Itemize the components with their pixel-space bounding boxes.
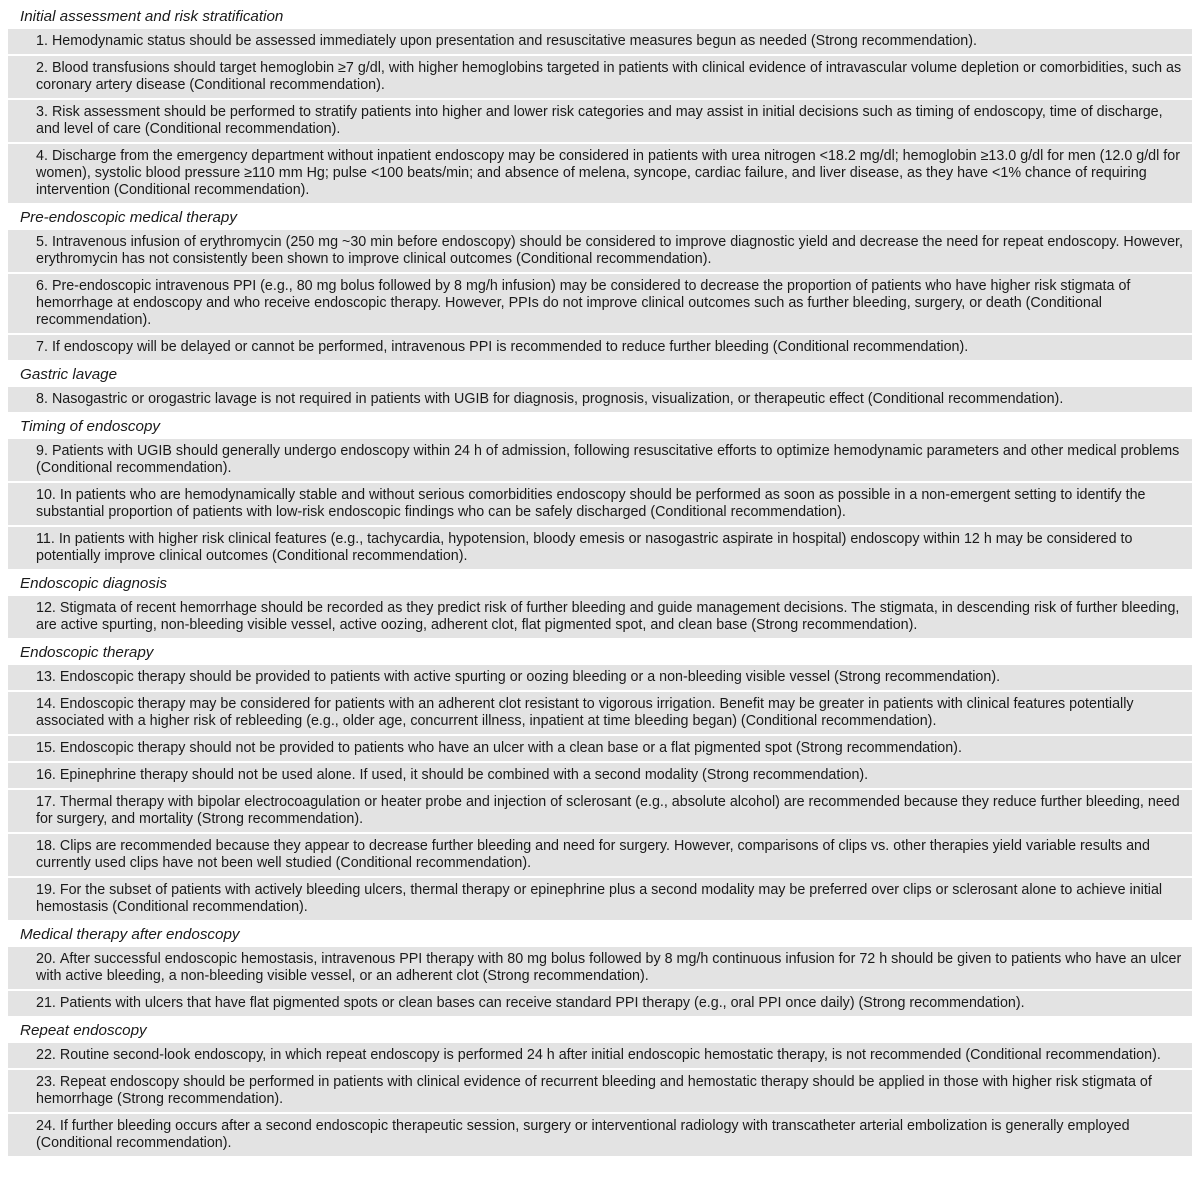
recommendation-text: Repeat endoscopy should be performed in patients with clinical evidence of recurrent bleeding and hemostatic therapy should be applied in those with higher risk stigmata of hemorrhage (Strong recommendation).	[36, 1074, 1152, 1107]
recommendation-number: 14.	[36, 696, 56, 712]
recommendation-row	[8, 56, 1192, 100]
section-rows	[8, 596, 1192, 640]
recommendation-text: In patients with higher risk clinical features (e.g., tachycardia, hypotension, bloody emesis or nasogastric aspirate in hospital) endoscopy within 12 h may be considered to potentially improve clinical outcomes (Conditional recommendation).	[36, 531, 1133, 564]
recommendation-text: Epinephrine therapy should not be used alone. If used, it should be combined with a second modality (Strong recommendation).	[59, 767, 869, 783]
recommendation-row	[8, 947, 1192, 991]
section-header: Initial assessment and risk stratification	[8, 4, 1192, 29]
recommendation-text: Nasogastric or orogastric lavage is not required in patients with UGIB for diagnosis, prognosis, visualization, or therapeutic effect (Conditional recommendation).	[51, 391, 1064, 407]
section-header: Pre-endoscopic medical therapy	[8, 205, 1192, 230]
recommendation-row	[8, 665, 1192, 692]
recommendation-number: 19.	[36, 882, 56, 898]
recommendation-text: Risk assessment should be performed to stratify patients into higher and lower risk categories and may assist in initial decisions such as timing of endoscopy, time of discharge, and level of care (Conditional recommendation).	[36, 104, 1163, 137]
section-header: Timing of endoscopy	[8, 414, 1192, 439]
section-header: Gastric lavage	[8, 362, 1192, 387]
recommendation-row	[8, 834, 1192, 878]
recommendation-row	[8, 483, 1192, 527]
section-rows	[8, 29, 1192, 205]
recommendation-number: 9.	[36, 443, 48, 459]
recommendation-row	[8, 230, 1192, 274]
recommendation-text: Pre-endoscopic intravenous PPI (e.g., 80 mg bolus followed by 8 mg/h infusion) may be considered to decrease the proportion of patients who have higher risk stigmata of hemorrhage at endoscopy and who receive endoscopic therapy. However, PPIs do not improve clinical outcomes such as further bleeding, surgery, or death (Conditional recommendation).	[36, 278, 1131, 328]
recommendation-text: Discharge from the emergency department without inpatient endoscopy may be considered in patients with urea nitrogen <18.2 mg/dl; hemoglobin ≥13.0 g/dl for men (12.0 g/dl for women), systolic blood pressure ≥110 mm Hg; pulse <100 beats/min; and absence of melena, syncope, cardiac failure, and liver disease, as they have <1% chance of requiring intervention (Conditional recommendation).	[36, 148, 1180, 198]
section	[8, 1018, 1192, 1158]
recommendation-text: Patients with UGIB should generally undergo endoscopy within 24 h of admission, following resuscitative efforts to optimize hemodynamic parameters and other medical problems (Conditional recommendation).	[36, 443, 1180, 476]
recommendation-text: Intravenous infusion of erythromycin (250 mg ~30 min before endoscopy) should be considered to improve diagnostic yield and decrease the need for repeat endoscopy. However, erythromycin has not consistently been shown to improve clinical outcomes (Conditional recommendation).	[36, 234, 1183, 267]
recommendation-row	[8, 692, 1192, 736]
recommendation-row	[8, 991, 1192, 1018]
section	[8, 4, 1192, 205]
section-header: Endoscopic diagnosis	[8, 571, 1192, 596]
recommendation-row	[8, 736, 1192, 763]
section-header: Repeat endoscopy	[8, 1018, 1192, 1043]
recommendation-text: If further bleeding occurs after a second endoscopic therapeutic session, surgery or interventional radiology with transcatheter arterial embolization is generally employed (Conditional recommendation).	[36, 1118, 1130, 1151]
recommendation-text: Patients with ulcers that have flat pigmented spots or clean bases can receive standard PPI therapy (e.g., oral PPI once daily) (Strong recommendation).	[59, 995, 1025, 1011]
recommendation-row	[8, 1070, 1192, 1114]
recommendation-number: 18.	[36, 838, 56, 854]
recommendation-row	[8, 763, 1192, 790]
recommendation-number: 12.	[36, 600, 56, 616]
recommendation-text: Endoscopic therapy should not be provided to patients who have an ulcer with a clean base or a flat pigmented spot (Strong recommendation).	[59, 740, 962, 756]
recommendation-number: 3.	[36, 104, 48, 120]
section-rows	[8, 387, 1192, 414]
section	[8, 362, 1192, 414]
recommendation-row	[8, 100, 1192, 144]
recommendation-number: 2.	[36, 60, 48, 76]
section	[8, 205, 1192, 362]
recommendation-number: 22.	[36, 1047, 56, 1063]
recommendation-text: If endoscopy will be delayed or cannot be performed, intravenous PPI is recommended to reduce further bleeding (Conditional recommendation).	[51, 339, 969, 355]
recommendation-row	[8, 596, 1192, 640]
recommendation-number: 20.	[36, 951, 56, 967]
recommendation-number: 13.	[36, 669, 56, 685]
recommendation-row	[8, 144, 1192, 205]
section-rows	[8, 947, 1192, 1018]
recommendation-number: 10.	[36, 487, 56, 503]
recommendation-number: 24.	[36, 1118, 56, 1134]
recommendation-row	[8, 527, 1192, 571]
section	[8, 571, 1192, 640]
recommendations-table	[8, 4, 1192, 1197]
recommendation-number: 1.	[36, 33, 48, 49]
recommendation-row	[8, 878, 1192, 922]
recommendation-number: 16.	[36, 767, 56, 783]
recommendation-row	[8, 439, 1192, 483]
section-rows	[8, 1043, 1192, 1158]
recommendation-number: 6.	[36, 278, 48, 294]
recommendation-number: 21.	[36, 995, 56, 1011]
recommendation-text: For the subset of patients with actively bleeding ulcers, thermal therapy or epinephrine plus a second modality may be preferred over clips or sclerosant alone to achieve initial hemostasis (Conditional recommendation).	[36, 882, 1163, 915]
recommendation-text: After successful endoscopic hemostasis, intravenous PPI therapy with 80 mg bolus followed by 8 mg/h continuous infusion for 72 h should be given to patients who have an ulcer with active bleeding, a non-bleeding visible vessel, or an adherent clot (Strong recommendation).	[36, 951, 1182, 984]
section-rows	[8, 230, 1192, 362]
recommendation-number: 8.	[36, 391, 48, 407]
recommendation-number: 7.	[36, 339, 48, 355]
recommendation-text: Blood transfusions should target hemoglobin ≥7 g/dl, with higher hemoglobins targeted in patients with clinical evidence of intravascular volume depletion or comorbidities, such as coronary artery disease (Conditional recommendation).	[36, 60, 1182, 93]
section-header: Endoscopic therapy	[8, 640, 1192, 665]
recommendation-text: Stigmata of recent hemorrhage should be recorded as they predict risk of further bleeding and guide management decisions. The stigmata, in descending risk of further bleeding, are active spurting, non-bleeding visible vessel, active oozing, adherent clot, flat pigmented spot, and clean base (Strong recommendation).	[36, 600, 1180, 633]
recommendation-row	[8, 335, 1192, 362]
section-rows	[8, 439, 1192, 571]
recommendation-row	[8, 1043, 1192, 1070]
recommendation-text: Thermal therapy with bipolar electrocoagulation or heater probe and injection of sclerosant (e.g., absolute alcohol) are recommended because they reduce further bleeding, need for surgery, and mortality (Strong recommendation).	[36, 794, 1180, 827]
recommendation-row	[8, 1114, 1192, 1158]
section	[8, 922, 1192, 1018]
recommendation-number: 4.	[36, 148, 48, 164]
recommendation-text: Routine second-look endoscopy, in which repeat endoscopy is performed 24 h after initial endoscopic hemostatic therapy, is not recommended (Conditional recommendation).	[59, 1047, 1161, 1063]
recommendation-row	[8, 29, 1192, 56]
recommendation-number: 23.	[36, 1074, 56, 1090]
recommendation-text: Hemodynamic status should be assessed immediately upon presentation and resuscitative measures begun as needed (Strong recommendation).	[51, 33, 977, 49]
recommendation-number: 5.	[36, 234, 48, 250]
recommendation-row	[8, 274, 1192, 335]
recommendation-text: Clips are recommended because they appear to decrease further bleeding and need for surgery. However, comparisons of clips vs. other therapies yield variable results and currently used clips have not been well studied (Conditional recommendation).	[36, 838, 1150, 871]
recommendation-row	[8, 790, 1192, 834]
recommendation-text: Endoscopic therapy should be provided to patients with active spurting or oozing bleeding or a non-bleeding visible vessel (Strong recommendation).	[59, 669, 1001, 685]
section-rows	[8, 665, 1192, 922]
recommendation-text: Endoscopic therapy may be considered for patients with an adherent clot resistant to vigorous irrigation. Benefit may be greater in patients with clinical features potentially associated with a higher risk of rebleeding (e.g., older age, concurrent illness, inpatient at time bleeding began) (Conditional recommendation).	[36, 696, 1134, 729]
recommendation-text: In patients who are hemodynamically stable and without serious comorbidities endoscopy should be performed as soon as possible in a non-emergent setting to identify the substantial proportion of patients with low-risk endoscopic findings who can be safely discharged (Conditional recommendation).	[36, 487, 1146, 520]
section	[8, 414, 1192, 571]
section-header: Medical therapy after endoscopy	[8, 922, 1192, 947]
recommendation-number: 11.	[36, 531, 55, 547]
recommendation-number: 15.	[36, 740, 56, 756]
recommendation-row	[8, 387, 1192, 414]
recommendation-number: 17.	[36, 794, 56, 810]
section	[8, 640, 1192, 922]
